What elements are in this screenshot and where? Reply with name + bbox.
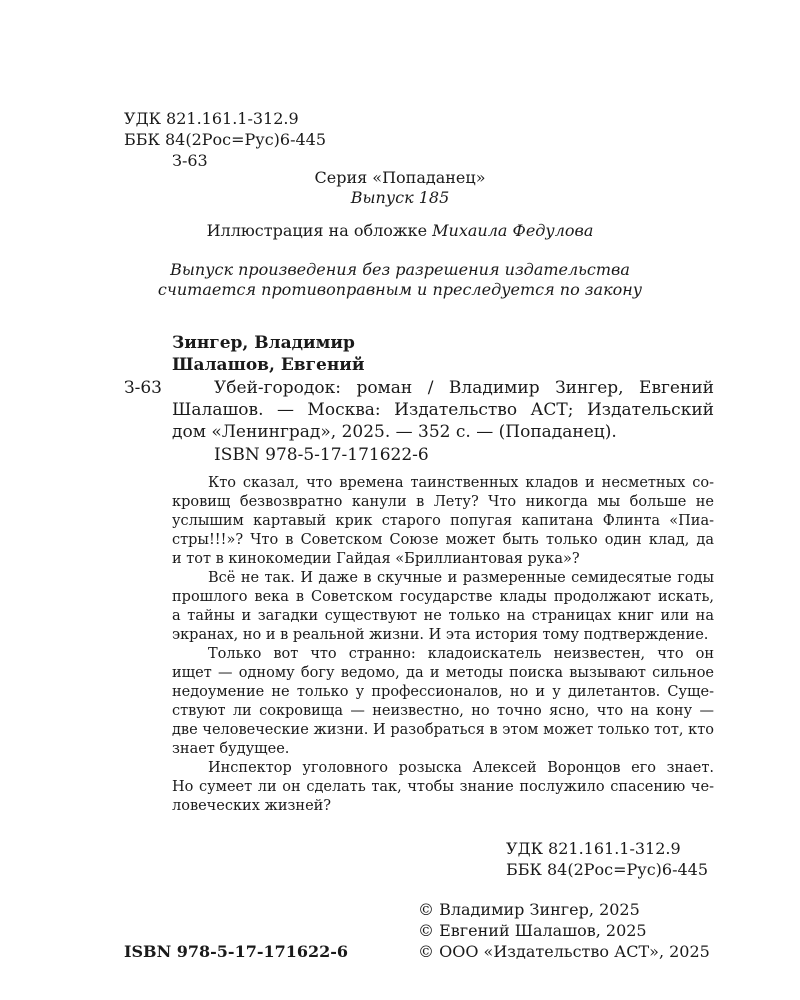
annotation-line: ловеческих жизней? bbox=[172, 798, 332, 814]
annotation-line: две человеческие жизни. И разобраться в этом может только тот, кто bbox=[172, 722, 714, 738]
legal-notice-line-2: считается противоправным и преследуется по закону bbox=[157, 280, 643, 299]
annotation-line: прошлого века в Советском государстве клады продолжают искать, bbox=[172, 589, 714, 605]
annotation-line: кровищ безвозвратно канули в Лету? Что никогда мы больше не bbox=[172, 494, 714, 510]
author-name-2: Шалашов, Евгений bbox=[172, 355, 365, 375]
series-issue: Выпуск 185 bbox=[350, 188, 450, 207]
catalog-line: Шалашов. — Москва: Издательство АСТ; Издательский bbox=[172, 400, 714, 420]
illustration-prefix: Иллюстрация на обложке bbox=[206, 221, 428, 240]
annotation-line: Только вот что странно: кладоискатель неизвестен, что он bbox=[208, 646, 714, 662]
series-line: Серия «Попаданец» bbox=[314, 168, 486, 187]
annotation-line: ствуют ли сокровища — неизвестно, но точно ясно, что на кону — bbox=[172, 703, 714, 719]
author-name-1: Зингер, Владимир bbox=[172, 333, 355, 353]
catalog-entry bbox=[172, 377, 714, 443]
annotation-line: услышим картавый крик старого попугая капитана Флинта «Пиа- bbox=[172, 513, 714, 529]
bbk-code: ББК 84(2Рос=Рус)6-445 bbox=[124, 130, 327, 149]
copyright-line-2: © Евгений Шалашов, 2025 bbox=[418, 921, 647, 940]
footer-udk-code: УДК 821.161.1-312.9 bbox=[506, 839, 681, 858]
annotation-paragraph-1 bbox=[172, 474, 714, 569]
annotation-line: Всё не так. И даже в скучные и размеренные семидесятые годы bbox=[208, 570, 714, 586]
annotation-line: Инспектор уголовного розыска Алексей Воронцов его знает. bbox=[208, 760, 714, 776]
annotation-paragraph-3 bbox=[172, 645, 714, 759]
catalog-line: Убей-городок: роман / Владимир Зингер, Евгений bbox=[214, 378, 714, 398]
annotation-line: недоумение не только у профессионалов, но и у дилетантов. Суще- bbox=[172, 684, 714, 700]
annotation-line: стры!!!»? Что в Советском Союзе может быть только один клад, да bbox=[172, 532, 714, 548]
copyright-line-3: © ООО «Издательство АСТ», 2025 bbox=[418, 942, 710, 961]
annotation-line: Кто сказал, что времена таинственных кладов и несметных со- bbox=[208, 475, 714, 491]
footer-bbk-code: ББК 84(2Рос=Рус)6-445 bbox=[506, 860, 709, 879]
catalog-isbn: ISBN 978-5-17-171622-6 bbox=[214, 445, 429, 465]
illustration-credit bbox=[0, 221, 800, 241]
annotation-line: и тот в кинокомедии Гайдая «Бриллиантовая рука»? bbox=[172, 551, 580, 567]
annotation-paragraph-4 bbox=[172, 759, 714, 816]
footer-isbn: ISBN 978-5-17-171622-6 bbox=[124, 942, 349, 961]
annotation-paragraph-2 bbox=[172, 569, 714, 645]
catalog-sign: З-63 bbox=[124, 378, 162, 398]
illustration-artist: Михаила Федулова bbox=[432, 221, 594, 240]
author-sign: З-63 bbox=[172, 151, 208, 170]
annotation-line: ищет — одному богу ведомо, да и методы поиска вызывают сильное bbox=[172, 665, 714, 681]
legal-notice-line-1: Выпуск произведения без разрешения издательства bbox=[170, 260, 630, 279]
annotation-line: Но сумеет ли он сделать так, чтобы знание послужило спасению че- bbox=[172, 779, 714, 795]
annotation-line: экранах, но и в реальной жизни. И эта история тому подтверждение. bbox=[172, 627, 709, 643]
annotation-line: знает будущее. bbox=[172, 741, 290, 757]
copyright-line-1: © Владимир Зингер, 2025 bbox=[418, 900, 640, 919]
udk-code: УДК 821.161.1-312.9 bbox=[124, 109, 299, 128]
annotation-line: а тайны и загадки существуют не только на страницах книг или на bbox=[172, 608, 714, 624]
catalog-line: дом «Ленинград», 2025. — 352 с. — (Попаданец). bbox=[172, 422, 617, 442]
